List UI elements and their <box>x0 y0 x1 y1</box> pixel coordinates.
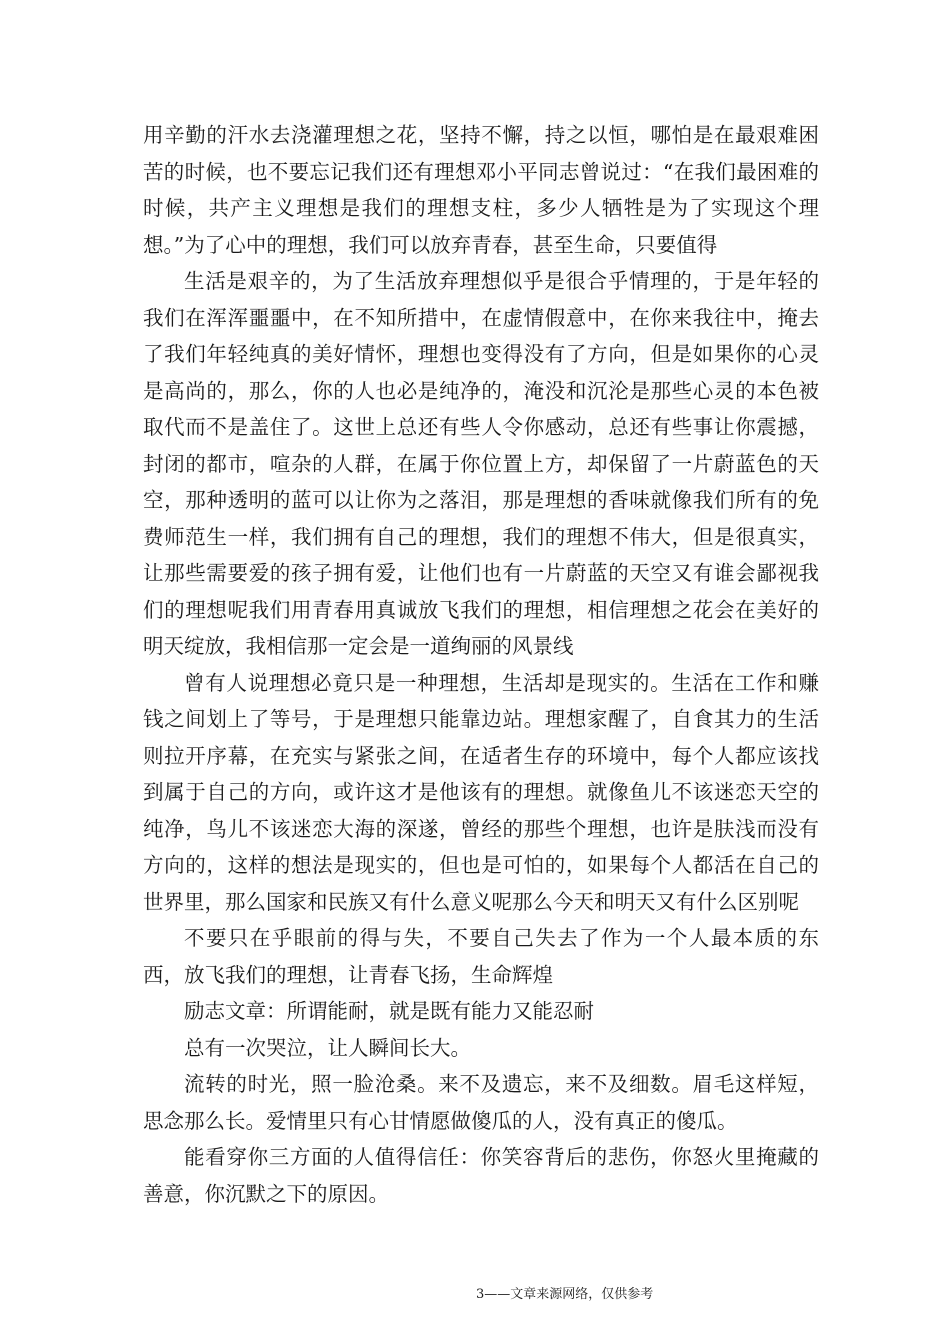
paragraph-flowing-time: 流转的时光，照一脸沧桑。来不及遗忘，来不及细数。眉毛这样短，思念那么长。爱情里只有心甘情愿做傻瓜的人，没有真正的傻瓜。 <box>143 1072 819 1133</box>
paragraph-ideal-flower: 用辛勤的汗水去浇灌理想之花，坚持不懈，持之以恒，哪怕是在最艰难困苦的时候，也不要忘记我们还有理想邓小平同志曾说过：“在我们最困难的时候，共产主义理想是我们的理想支柱，多少人牺牲是为了实现这个理想。”为了心中的理想，我们可以放弃青春，甚至生命，只要值得 <box>143 123 819 257</box>
paragraph-crying: 总有一次哭泣，让人瞬间长大。 <box>184 1035 471 1060</box>
paragraph-trust: 能看穿你三方面的人值得信任：你笑容背后的悲伤，你怒火里掩藏的善意，你沉默之下的原因。 <box>143 1145 819 1206</box>
paragraph-ideal-vs-reality: 曾有人说理想必竟只是一种理想，生活却是现实的。生活在工作和赚钱之间划上了等号，于是理想只能靠边站。理想家醒了，自食其力的生活则拉开序幕，在充实与紧张之间，在适者生存的环境中，每个人都应该找到属于自己的方向，或许这才是他该有的理想。就像鱼儿不该迷恋天空的纯净，鸟儿不该迷恋大海的深遂，曾经的那些个理想，也许是肤浅而没有方向的，这样的想法是现实的，但也是可怕的，如果每个人都活在自己的世界里，那么国家和民族又有什么意义呢那么今天和明天又有什么区别呢 <box>143 670 819 914</box>
paragraph-article-title: 励志文章：所谓能耐，就是既有能力又能忍耐 <box>184 999 594 1023</box>
paragraph-life-hardship: 生活是艰辛的，为了生活放弃理想似乎是很合乎情理的，于是年轻的我们在浑浑噩噩中，在不知所措中，在虚情假意中，在你来我往中，掩去了我们年轻纯真的美好情怀，理想也变得没有了方向，但是如果你的心灵是高尚的，那么，你的人也必是纯净的，淹没和沉沦是那些心灵的本色被取代而不是盖住了。这世上总还有些人令你感动，总还有些事让你震撼，封闭的都市，喧杂的人群，在属于你位置上方，却保留了一片蔚蓝色的天空，那种透明的蓝可以让你为之落泪，那是理想的香味就像我们所有的免费师范生一样，我们拥有自己的理想，我们的理想不伟大，但是很真实，让那些需要爱的孩子拥有爱，让他们也有一片蔚蓝的天空又有谁会鄙视我们的理想呢我们用青春用真诚放飞我们的理想，相信理想之花会在美好的明天绽放，我相信那一定会是一道绚丽的风景线 <box>143 269 819 658</box>
page-footer: 3——文章来源网络，仅供参考 <box>476 1287 654 1302</box>
paragraph-gain-and-loss: 不要只在乎眼前的得与失，不要自己失去了作为一个人最本质的东西，放飞我们的理想，让青春飞扬，生命辉煌 <box>143 926 819 987</box>
document-body <box>143 117 819 1212</box>
